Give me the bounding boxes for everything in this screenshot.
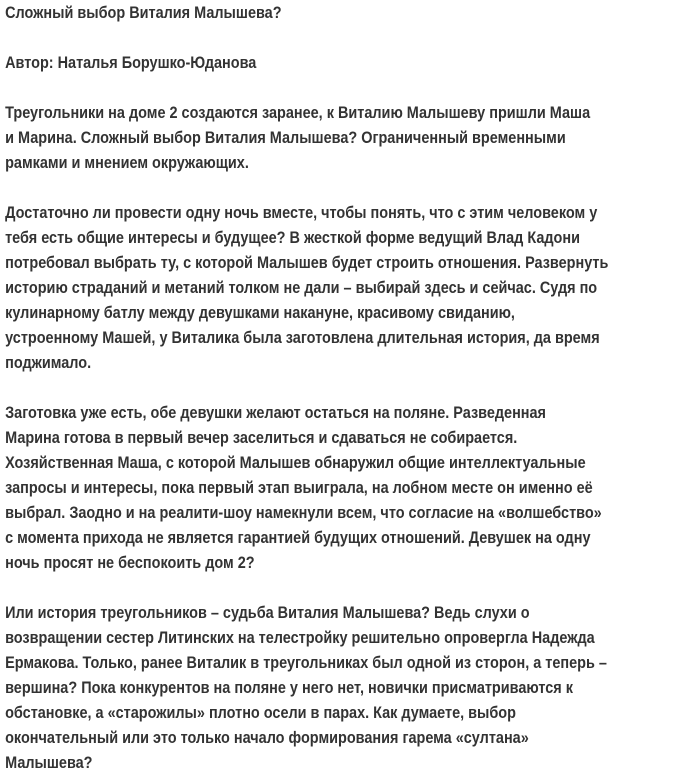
article-title: Сложный выбор Виталия Малышева? xyxy=(5,3,282,22)
text-line: возвращении сестер Литинских на телестройку решительно опровергла Надежда xyxy=(5,628,595,647)
text-line: Или история треугольников – судьба Виталия Малышева? Ведь слухи о xyxy=(5,603,530,622)
text-line: потребовал выбрать ту, с которой Малышев будет строить отношения. Развернуть xyxy=(5,253,609,272)
article-byline: Автор: Наталья Борушко-Юданова xyxy=(5,53,257,72)
text-line: с момента прихода не является гарантией будущих отношений. Девушек на одну xyxy=(5,528,591,547)
text-line: Заготовка уже есть, обе девушки желают остаться на поляне. Разведенная xyxy=(5,403,546,422)
paragraph xyxy=(5,400,699,575)
text-line: тебя есть общие интересы и будущее? В жесткой форме ведущий Влад Кадони xyxy=(5,228,580,247)
text-line: Хозяйственная Маша, с которой Малышев обнаружил общие интеллектуальные xyxy=(5,453,586,472)
text-line: Ермакова. Только, ранее Виталик в треугольниках был одной из сторон, а теперь – xyxy=(5,653,607,672)
text-line: Малышева? xyxy=(5,753,93,772)
text-line: кулинарному батлу между девушками накануне, красивому свиданию, xyxy=(5,303,515,322)
text-line: поджимало. xyxy=(5,353,92,372)
text-line: Треугольники на доме 2 создаются заранее, к Виталию Малышеву пришли Маша xyxy=(5,103,591,122)
text-line: окончательный или это только начало формирования гарема «султана» xyxy=(5,728,529,747)
text-line: вершина? Пока конкурентов на поляне у него нет, новички присматриваются к xyxy=(5,678,573,697)
text-line: выбрал. Заодно и на реалити-шоу намекнули всем, что согласие на «волшебство» xyxy=(5,503,602,522)
paragraph xyxy=(5,200,699,375)
text-line: историю страданий и метаний толком не дали – выбирай здесь и сейчас. Судя по xyxy=(5,278,598,297)
text-line: ночь просят не беспокоить дом 2? xyxy=(5,553,255,572)
paragraph xyxy=(5,100,699,175)
text-line: рамками и мнением окружающих. xyxy=(5,153,249,172)
text-line: обстановке, а «старожилы» плотно осели в парах. Как думаете, выбор xyxy=(5,703,516,722)
paragraph xyxy=(5,600,699,775)
text-line: устроенному Машей, у Виталика была заготовлена длительная история, да время xyxy=(5,328,600,347)
text-line: запросы и интересы, пока первый этап выиграла, на лобном месте он именно её xyxy=(5,478,593,497)
text-line: и Марина. Сложный выбор Виталия Малышева? Ограниченный временными xyxy=(5,128,566,147)
text-line: Достаточно ли провести одну ночь вместе, чтобы понять, что с этим человеком у xyxy=(5,203,598,222)
text-line: Марина готова в первый вечер заселиться и сдаваться не собирается. xyxy=(5,428,518,447)
article-body xyxy=(5,100,699,775)
